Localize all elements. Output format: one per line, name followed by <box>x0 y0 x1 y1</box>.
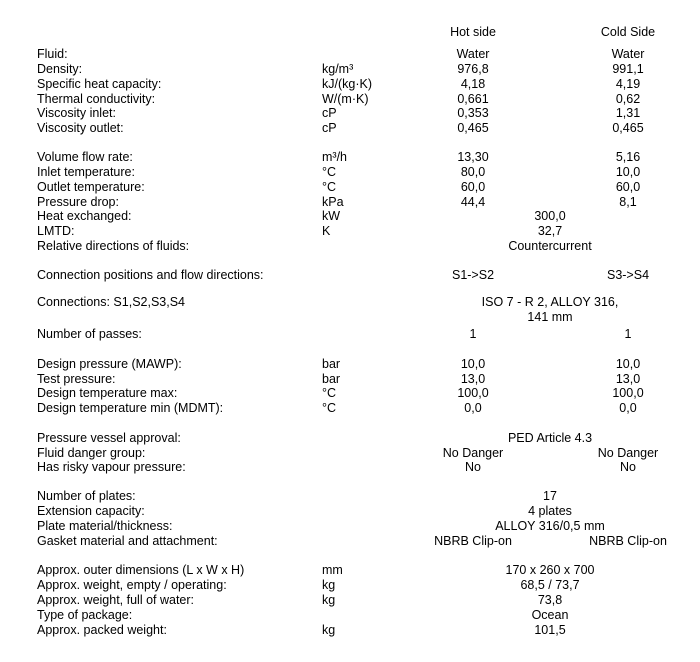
cold-value: S3->S4 <box>606 268 650 282</box>
hot-value: 0,0 <box>464 401 482 415</box>
cold-value: 1,31 <box>615 106 641 120</box>
row-label: Relative directions of fluids: <box>37 239 190 253</box>
row-label: Approx. outer dimensions (L x W x H) <box>37 563 245 577</box>
row-unit: cP <box>322 106 337 120</box>
cold-value: 10,0 <box>615 165 641 179</box>
shared-value: ALLOY 316/0,5 mm <box>495 519 605 533</box>
row-lmtd <box>0 224 700 239</box>
row-label: Heat exchanged: <box>37 209 132 223</box>
row-label: Connection positions and flow directions: <box>37 268 264 282</box>
row-viscosity-outlet <box>0 121 700 136</box>
hot-value: No <box>465 460 481 474</box>
cold-value: No Danger <box>597 446 659 460</box>
hot-value: 60,0 <box>460 180 486 194</box>
row-unit: K <box>322 224 331 238</box>
row-label: Number of passes: <box>37 327 142 341</box>
shared-value: Ocean <box>531 608 569 622</box>
hot-value: 13,30 <box>457 150 489 164</box>
row-test-pressure <box>0 372 700 387</box>
row-label: Fluid danger group: <box>37 446 146 460</box>
hot-value: 100,0 <box>457 386 489 400</box>
hot-value: 44,4 <box>460 195 486 209</box>
row-label: Viscosity inlet: <box>37 106 116 120</box>
row-approval <box>0 431 700 446</box>
hot-value: NBRB Clip-on <box>434 534 512 548</box>
hot-value: S1->S2 <box>451 268 495 282</box>
row-danger-group <box>0 446 700 461</box>
row-unit: °C <box>322 401 337 415</box>
row-connections-line2 <box>0 310 700 325</box>
row-unit: °C <box>322 165 337 179</box>
shared-value: 300,0 <box>534 209 566 223</box>
row-flow-rate <box>0 150 700 165</box>
row-unit: kg <box>322 578 336 592</box>
row-heat-exchanged <box>0 209 700 224</box>
row-outlet-temperature <box>0 180 700 195</box>
cold-value: 1 <box>624 327 632 341</box>
cold-value: 0,465 <box>612 121 644 135</box>
row-label: Number of plates: <box>37 489 136 503</box>
cold-side-header: Cold Side <box>600 25 656 39</box>
row-unit: kW <box>322 209 341 223</box>
row-unit: m³/h <box>322 150 347 164</box>
shared-value: 73,8 <box>537 593 563 607</box>
row-label: Pressure drop: <box>37 195 119 209</box>
hot-value: 0,353 <box>457 106 489 120</box>
row-label: Density: <box>37 62 83 76</box>
row-label: Specific heat capacity: <box>37 77 162 91</box>
row-plate-material <box>0 519 700 534</box>
cold-value: 0,0 <box>619 401 637 415</box>
hot-value: 976,8 <box>457 62 489 76</box>
hot-side-header: Hot side <box>450 25 496 39</box>
row-label: Design pressure (MAWP): <box>37 357 182 371</box>
shared-value: ISO 7 - R 2, ALLOY 316, <box>481 295 619 309</box>
cold-value: 0,62 <box>615 92 641 106</box>
cold-value: 100,0 <box>612 386 644 400</box>
row-design-temp-min <box>0 401 700 416</box>
hot-value: 1 <box>469 327 477 341</box>
row-density <box>0 62 700 77</box>
column-header-row <box>0 25 700 40</box>
row-unit: kPa <box>322 195 344 209</box>
cold-value: 10,0 <box>615 357 641 371</box>
cold-value: NBRB Clip-on <box>589 534 667 548</box>
row-label: Has risky vapour pressure: <box>37 460 186 474</box>
row-label: Type of package: <box>37 608 133 622</box>
row-viscosity-inlet <box>0 106 700 121</box>
hot-value: 0,661 <box>457 92 489 106</box>
row-label: Thermal conductivity: <box>37 92 156 106</box>
row-packed-weight <box>0 623 700 638</box>
shared-value: Countercurrent <box>508 239 592 253</box>
shared-value: 101,5 <box>534 623 566 637</box>
row-design-temp-max <box>0 386 700 401</box>
row-label: LMTD: <box>37 224 75 238</box>
hot-value: Water <box>456 47 490 61</box>
row-directions <box>0 239 700 254</box>
row-extension <box>0 504 700 519</box>
row-fluid <box>0 47 700 62</box>
row-heat-capacity <box>0 77 700 92</box>
row-connections <box>0 295 700 310</box>
row-label: Approx. weight, full of water: <box>37 593 195 607</box>
row-label: Extension capacity: <box>37 504 145 518</box>
row-unit: °C <box>322 180 337 194</box>
row-unit: kJ/(kg·K) <box>322 77 372 91</box>
row-label: Gasket material and attachment: <box>37 534 218 548</box>
cold-value: Water <box>611 47 645 61</box>
row-label: Test pressure: <box>37 372 116 386</box>
row-conductivity <box>0 92 700 107</box>
row-unit: kg <box>322 623 336 637</box>
row-label: Volume flow rate: <box>37 150 133 164</box>
row-unit: kg <box>322 593 336 607</box>
row-label: Approx. weight, empty / operating: <box>37 578 227 592</box>
row-label: Design temperature min (MDMT): <box>37 401 224 415</box>
cold-value: 13,0 <box>615 372 641 386</box>
row-dimensions <box>0 563 700 578</box>
row-label: Design temperature max: <box>37 386 178 400</box>
row-label: Connections: S1,S2,S3,S4 <box>37 295 186 309</box>
row-label: Plate material/thickness: <box>37 519 173 533</box>
cold-value: 8,1 <box>619 195 637 209</box>
row-label: Viscosity outlet: <box>37 121 124 135</box>
hot-value: 10,0 <box>460 357 486 371</box>
hot-value: 13,0 <box>460 372 486 386</box>
row-weight-full <box>0 593 700 608</box>
row-unit: mm <box>322 563 343 577</box>
row-gasket <box>0 534 700 549</box>
row-unit: bar <box>322 372 341 386</box>
row-unit: cP <box>322 121 337 135</box>
row-label: Approx. packed weight: <box>37 623 167 637</box>
row-passes <box>0 327 700 342</box>
hot-value: No Danger <box>442 446 504 460</box>
row-label: Pressure vessel approval: <box>37 431 181 445</box>
shared-value: 68,5 / 73,7 <box>520 578 580 592</box>
hot-value: 0,465 <box>457 121 489 135</box>
row-unit: °C <box>322 386 337 400</box>
row-mawp <box>0 357 700 372</box>
row-unit: bar <box>322 357 341 371</box>
row-label: Fluid: <box>37 47 68 61</box>
row-vapour-pressure <box>0 460 700 475</box>
cold-value: No <box>620 460 636 474</box>
shared-value: PED Article 4.3 <box>507 431 593 445</box>
hot-value: 80,0 <box>460 165 486 179</box>
row-inlet-temperature <box>0 165 700 180</box>
cold-value: 4,19 <box>615 77 641 91</box>
row-pressure-drop <box>0 195 700 210</box>
row-unit: kg/m³ <box>322 62 354 76</box>
row-connection-positions <box>0 268 700 283</box>
row-plates <box>0 489 700 504</box>
row-label: Outlet temperature: <box>37 180 145 194</box>
cold-value: 5,16 <box>615 150 641 164</box>
row-weight-empty <box>0 578 700 593</box>
shared-value: 141 mm <box>527 310 573 324</box>
shared-value: 170 x 260 x 700 <box>505 563 595 577</box>
row-unit: W/(m·K) <box>322 92 369 106</box>
row-package <box>0 608 700 623</box>
row-label: Inlet temperature: <box>37 165 135 179</box>
cold-value: 991,1 <box>612 62 644 76</box>
shared-value: 17 <box>543 489 557 503</box>
cold-value: 60,0 <box>615 180 641 194</box>
shared-value: 32,7 <box>537 224 563 238</box>
shared-value: 4 plates <box>528 504 572 518</box>
hot-value: 4,18 <box>460 77 486 91</box>
